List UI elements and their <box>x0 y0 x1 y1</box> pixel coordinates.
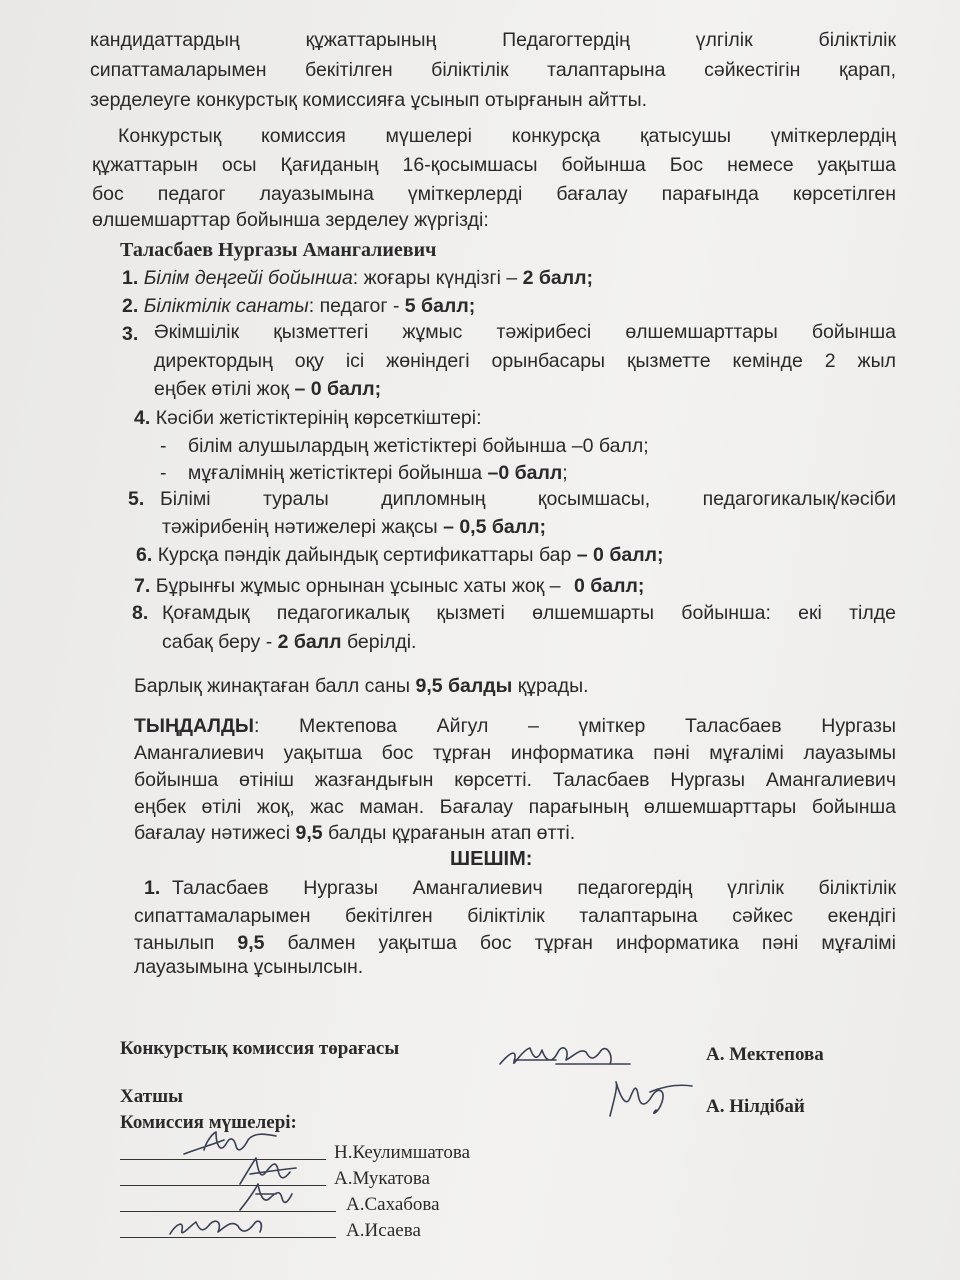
heard-line-1-text: : Мектепова Айгул – үміткер Таласбаев Нургазы <box>253 715 896 737</box>
criterion-1-score: 2 балл; <box>522 267 594 289</box>
chair-name: А. Мектепова <box>706 1044 824 1065</box>
criterion-7-score: 0 балл; <box>573 575 645 597</box>
decision-number: 1. <box>144 877 161 899</box>
criterion-4-text: Кәсіби жетістіктерінің көрсеткіштері: <box>155 407 482 429</box>
criterion-8-number: 8. <box>132 602 149 624</box>
criterion-7-number: 7. <box>134 575 151 597</box>
heard-line-2: Амангалиевич уақытша бос тұрған информатика пәні мұғалімі лауазымы <box>134 742 896 764</box>
heard-line-3: бойынша өтініш жазғандығын көрсетті. Таласбаев Нургазы Амангалиевич <box>134 769 896 791</box>
decision-score: 9,5 <box>237 932 265 954</box>
decision-line-4: лауазымына ұсынылсын. <box>134 956 364 978</box>
criterion-4-sub-1 <box>160 434 649 459</box>
criterion-5-score: – 0,5 балл; <box>443 516 547 538</box>
criterion-6-number: 6. <box>136 544 153 566</box>
total-post: құрады. <box>512 675 589 697</box>
member-1-name: Н.Кеулимшатова <box>334 1142 470 1163</box>
criterion-7-text: Бұрынғы жұмыс орнынан ұсыныс хаты жоқ – <box>155 575 566 597</box>
heard-line-4: еңбек өтілі жоқ, жас маман. Бағалау парағының өлшемшарттары бойынша <box>134 796 896 818</box>
criterion-6-score: – 0 балл; <box>576 544 664 566</box>
criterion-2 <box>122 294 475 319</box>
para2-line-4: өлшемшарттар бойынша зерделеу жүргізді: <box>92 209 489 231</box>
member-4-signature-line <box>120 1237 336 1238</box>
criterion-4-sub-2-score: –0 балл <box>487 462 563 484</box>
member-3-signature-line <box>120 1211 336 1212</box>
decision-line-2: сипаттамаларымен бекітілген біліктілік талаптарына сәйкес екендігі <box>134 905 896 927</box>
heard-line-5-pre: бағалау нәтижесі <box>134 822 296 844</box>
criterion-3-text: еңбек өтілі жоқ <box>154 378 295 400</box>
criterion-8-line-2 <box>162 630 416 655</box>
criterion-2-number: 2. <box>122 295 139 317</box>
criterion-1 <box>122 266 593 291</box>
decision-line-3-pre: танылып <box>134 932 238 954</box>
criterion-2-score: 5 балл; <box>404 295 476 317</box>
secretary-label: Хатшы <box>120 1086 183 1107</box>
member-1-signature-line <box>120 1159 326 1160</box>
decision-line-3 <box>134 931 896 956</box>
criterion-4-sub-2 <box>160 461 568 486</box>
criterion-4 <box>134 406 482 431</box>
criterion-3-line-3 <box>154 377 381 402</box>
criterion-8-line-1: Қоғамдық педагогикалық қызметі өлшемшарты бойынша: екі тілде <box>162 602 896 624</box>
member-2-name: А.Мукатова <box>334 1168 430 1189</box>
criterion-5-text: тәжірибенің нәтижелері жақсы <box>162 516 444 538</box>
total-pre: Барлық жинақтаған балл саны <box>134 675 416 697</box>
member-4-name: А.Исаева <box>346 1220 421 1241</box>
decision-title: ШЕШІМ: <box>450 848 533 870</box>
total-score: 9,5 балды <box>415 675 513 697</box>
heard-line-5 <box>134 821 575 846</box>
total-score-line <box>134 674 589 699</box>
candidate-name: Таласбаев Нургазы Амангалиевич <box>120 239 437 261</box>
criterion-8-text: сабақ беру - <box>162 631 278 653</box>
bullet-dash: - <box>160 462 167 484</box>
criterion-6 <box>136 543 663 568</box>
criterion-1-text: : жоғары күндізгі – <box>352 267 523 289</box>
criterion-3-score: – 0 балл; <box>294 378 382 400</box>
criterion-5-number: 5. <box>128 488 145 510</box>
criterion-3-line-2: директордың оқу ісі жөніндегі орынбасары қызметте кемінде 2 жыл <box>154 350 896 372</box>
criterion-4-sub-1-text: білім алушылардың жетістіктері бойынша –0 балл; <box>187 435 649 457</box>
criterion-4-number: 4. <box>134 407 151 429</box>
criterion-3-number: 3. <box>122 323 139 345</box>
para2-line-1: Конкурстық комиссия мүшелері конкурсқа қатысушы үміткерлердің <box>118 125 896 147</box>
para2-line-2: құжаттарын осы Қағиданың 16-қосымшасы бойынша Бос немесе уақытша <box>92 154 896 176</box>
decision-line-3-post: балмен уақытша бос тұрған информатика пәні мұғалімі <box>264 932 896 954</box>
criterion-2-text: : педагог - <box>308 295 405 317</box>
secretary-name: А. Нілдібай <box>706 1096 805 1117</box>
criterion-2-label: Біліктілік санаты <box>143 295 309 317</box>
decision-line-1: Таласбаев Нургазы Амангалиевич педагогердің үлгілік біліктілік <box>172 877 896 899</box>
intro-line-1: кандидаттардың құжаттарының Педагогтердің үлгілік біліктілік <box>90 29 896 51</box>
criterion-6-text: Курсқа пәндік дайындық сертификаттары бар <box>157 544 577 566</box>
bullet-dash: - <box>160 435 167 457</box>
member-3-name: А.Сахабова <box>346 1194 440 1215</box>
heard-line-1 <box>134 714 896 739</box>
heard-score: 9,5 <box>295 822 323 844</box>
para2-line-3: бос педагог лауазымына үміткерлерді бағалау парағында көрсетілген <box>92 183 896 205</box>
members-label: Комиссия мүшелері: <box>120 1112 297 1133</box>
intro-line-3: зерделеуге конкурстық комиссияға ұсынып отырғанын айтты. <box>90 89 648 111</box>
criterion-1-number: 1. <box>122 267 139 289</box>
criterion-8-end: берілді. <box>341 631 417 653</box>
criterion-4-sub-2-end: ; <box>562 462 568 484</box>
criterion-1-label: Білім деңгейі бойынша <box>143 267 353 289</box>
criterion-7 <box>134 574 644 599</box>
chair-label: Конкурстық комиссия төрағасы <box>120 1038 400 1059</box>
heard-label: ТЫҢДАЛДЫ <box>134 715 254 737</box>
criterion-5-line-2 <box>162 515 546 540</box>
member-2-signature-line <box>120 1185 326 1186</box>
criterion-3-line-1: Әкімшілік қызметтегі жұмыс тәжірибесі өлшемшарттары бойынша <box>154 321 896 343</box>
intro-line-2: сипаттамаларымен бекітілген біліктілік талаптарына сәйкестігін қарап, <box>90 59 896 81</box>
criterion-4-sub-2-text: мұғалімнің жетістіктері бойынша <box>187 462 488 484</box>
heard-line-5-post: балды құрағанын атап өтті. <box>322 822 576 844</box>
criterion-5-line-1: Білімі туралы дипломның қосымшасы, педагогикалық/кәсіби <box>160 488 896 510</box>
criterion-8-score: 2 балл <box>277 631 342 653</box>
